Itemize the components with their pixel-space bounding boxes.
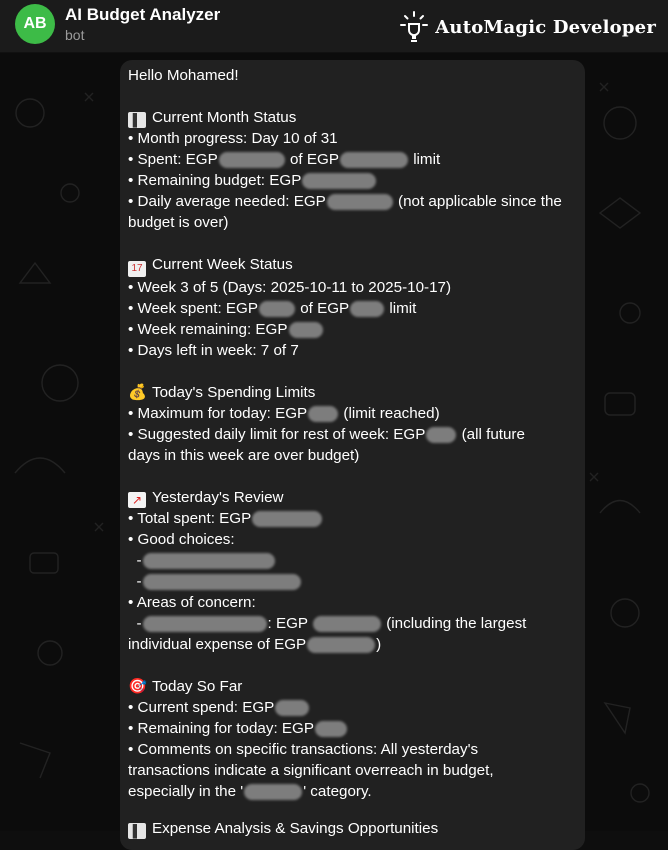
- section-heading-month: ▌ Current Month Status: [128, 107, 575, 128]
- redacted-value: [426, 427, 456, 443]
- today-suggested-cont: days in this week are over budget): [128, 447, 360, 464]
- today-spend: • Current spend: EGP: [128, 697, 575, 718]
- redacted-value: [315, 721, 347, 737]
- bar-chart-icon: ▌: [128, 112, 146, 128]
- month-remaining: • Remaining budget: EGP: [128, 170, 575, 191]
- redacted-value: [307, 637, 375, 653]
- calendar-icon: 17: [128, 261, 146, 277]
- message-bubble[interactable]: [120, 60, 585, 850]
- redacted-value: [143, 574, 301, 590]
- yesterday-concern: • Areas of concern:: [128, 594, 256, 611]
- bar-chart-icon: ▌: [128, 823, 146, 839]
- redacted-value: [327, 194, 393, 210]
- section-heading-today: 🎯 Today So Far: [128, 678, 243, 695]
- yesterday-total: • Total spent: EGP: [128, 508, 575, 529]
- chat-title[interactable]: AI Budget Analyzer: [65, 5, 221, 24]
- greeting: Hello Mohamed!: [128, 67, 239, 84]
- month-daily: • Daily average needed: EGP (not applicable since the: [128, 193, 562, 210]
- chat-subtitle: bot: [65, 27, 85, 43]
- redacted-value: [289, 322, 323, 338]
- redacted-value: [143, 616, 267, 632]
- yesterday-good-item: -: [128, 571, 575, 592]
- week-spent: • Week spent: EGP of EGP limit: [128, 300, 417, 317]
- redacted-value: [313, 616, 381, 632]
- today-remaining: • Remaining for today: EGP: [128, 718, 575, 739]
- month-spent: • Spent: EGP of EGP limit: [128, 151, 441, 168]
- avatar[interactable]: AB: [15, 4, 55, 44]
- redacted-value: [308, 406, 338, 422]
- redacted-value: [259, 301, 295, 317]
- yesterday-concern-item: - : EGP (including the largest: [136, 615, 527, 632]
- redacted-value: [252, 511, 322, 527]
- today-suggested: • Suggested daily limit for rest of week: EGP (all future: [128, 426, 525, 443]
- week-days: • Week 3 of 5 (Days: 2025-10-11 to 2025-10-17): [128, 279, 452, 296]
- lightbulb-icon: [399, 10, 429, 44]
- redacted-value: [143, 553, 275, 569]
- brand-logo: [399, 10, 656, 44]
- today-max: • Maximum for today: EGP (limit reached): [128, 405, 440, 422]
- redacted-value: [275, 700, 309, 716]
- chat-header: [0, 0, 668, 53]
- week-days-left: • Days left in week: 7 of 7: [128, 342, 299, 359]
- redacted-value: [219, 152, 285, 168]
- money-bag-icon: 💰: [128, 384, 147, 401]
- redacted-value: [244, 784, 302, 800]
- target-icon: 🎯: [128, 678, 147, 695]
- section-heading-next: ▌ Expense Analysis & Savings Opportunities: [128, 818, 438, 839]
- redacted-value: [350, 301, 384, 317]
- month-progress: • Month progress: Day 10 of 31: [128, 130, 338, 147]
- brand-name: AutoMagic Developer: [435, 16, 656, 38]
- yesterday-good: • Good choices:: [128, 531, 235, 548]
- redacted-value: [302, 173, 376, 189]
- today-comments: • Comments on specific transactions: All yesterday's: [128, 741, 479, 758]
- trend-up-icon: ↗: [128, 492, 146, 508]
- redacted-value: [340, 152, 408, 168]
- yesterday-good-item: -: [128, 550, 575, 571]
- today-comments-3: especially in the ' ' category.: [128, 783, 372, 800]
- month-daily-cont: budget is over): [128, 214, 229, 231]
- section-heading-yesterday: ↗ Yesterday's Review: [128, 487, 575, 508]
- week-remaining: • Week remaining: EGP: [128, 319, 575, 340]
- section-heading-week: 17 Current Week Status: [128, 254, 575, 277]
- today-comments-2: transactions indicate a significant overreach in budget,: [128, 762, 494, 779]
- section-heading-today-limits: 💰 Today's Spending Limits: [128, 384, 316, 401]
- yesterday-concern-cont: individual expense of EGP ): [128, 636, 382, 653]
